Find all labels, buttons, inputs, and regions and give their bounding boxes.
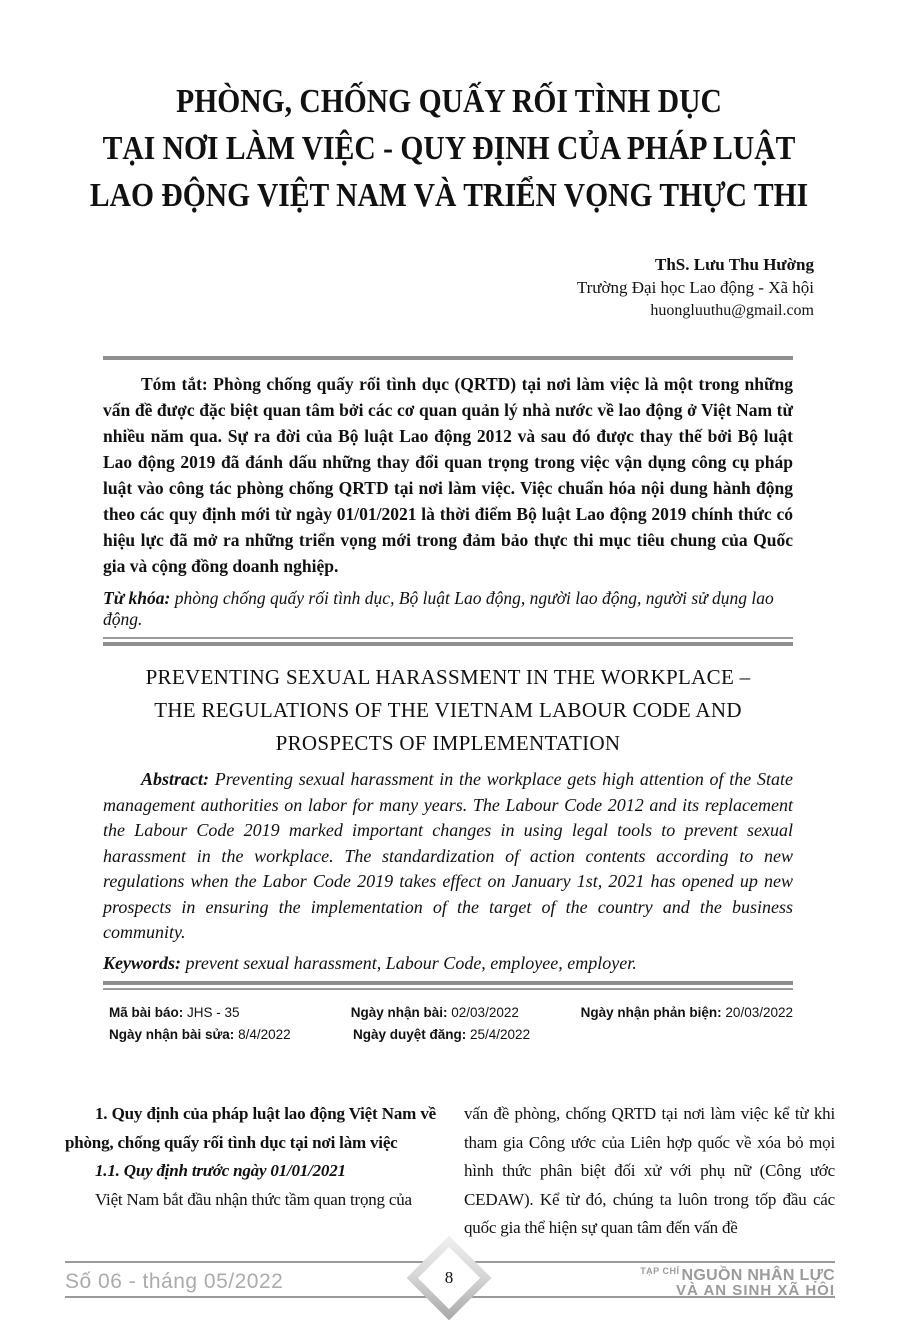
metadata-row-2: [109, 1024, 793, 1046]
article-body: [65, 1100, 835, 1243]
section-heading-1-1: 1.1. Quy định trước ngày 01/01/2021: [95, 1161, 346, 1180]
abstract-vi: [103, 371, 793, 579]
body-paragraph-right: vấn đề phòng, chống QRTD tại nơi làm việc kể từ khi tham gia Công ước của Liên hợp quốc về xóa bỏ mọi hình thức phân biệt đối xử với phụ nữ (Công ước CEDAW). Kể từ đó, chúng ta luôn trong tốp đầu các quốc gia thể hiện sự quan tâm đến vấn đề: [464, 1104, 835, 1237]
keywords-vi-label: Từ khóa:: [103, 588, 171, 608]
article-metadata: [103, 1002, 793, 1046]
abstract-en-text: Preventing sexual harassment in the workplace gets high attention of the State management authorities on labor for many years. The Labour Code 2012 and its replacement the Labour Code 2019 marked important changes in using legal tools to prevent sexual harassment in the workplace. The standardization of action contents according to new regulations when the Labor Code 2019 takes effect on January 1st, 2021 has opened up new prospects in ensuring the implementation of the target of the country and the business community.: [103, 769, 793, 942]
title-en-line-2: THE REGULATIONS OF THE VIETNAM LABOUR CODE AND: [154, 698, 742, 722]
meta-article-code: Mã bài báo: JHS - 35: [109, 1004, 240, 1020]
abstract-en: [103, 767, 793, 946]
keywords-en-label: Keywords:: [103, 952, 181, 973]
article-title-vi: [0, 78, 898, 219]
body-column-left: [65, 1100, 436, 1243]
author-affiliation: Trường Đại học Lao động - Xã hội: [576, 278, 814, 297]
body-paragraph-left: Việt Nam bắt đầu nhận thức tầm quan trọng của: [95, 1189, 412, 1209]
divider-rule-pair: [103, 637, 793, 646]
author-block: [0, 253, 814, 322]
body-column-right: [464, 1100, 835, 1243]
keywords-en: [103, 953, 793, 974]
abstract-section: [103, 356, 793, 1046]
title-line-1: PHÒNG, CHỐNG QUẤY RỐI TÌNH DỤC: [176, 83, 722, 120]
metadata-row-1: [109, 1002, 793, 1024]
footer-issue-label: Số 06 - tháng 05/2022: [65, 1270, 284, 1293]
page-number: 8: [444, 1268, 454, 1287]
abstract-vi-text: Phòng chống quấy rối tình dục (QRTD) tại nơi làm việc là một trong những vấn đề được đặc biệt quan tâm bởi các cơ quan quản lý nhà nước về lao động ở Việt Nam từ nhiều năm qua. Sự ra đời của Bộ luật Lao động 2012 và sau đó được thay thế bởi Bộ luật Lao động 2019 đã đánh dấu những thay đổi quan trọng trong việc vận dụng công cụ pháp luật vào công tác phòng chống QRTD tại nơi làm việc. Việc chuẩn hóa nội dung hành động theo các quy định mới từ ngày 01/01/2021 là thời điểm Bộ luật Lao động 2019 chính thức có hiệu lực đã mở ra những triển vọng mới trong đảm bảo thực thi mục tiêu chung của Quốc gia và cộng đồng doanh nghiệp.: [103, 374, 793, 576]
article-title-en: [103, 661, 793, 760]
journal-name: [640, 1264, 835, 1298]
title-en-line-3: PROSPECTS OF IMPLEMENTATION: [275, 731, 621, 755]
top-rule: [103, 356, 793, 360]
divider-rule-pair-2: [103, 981, 793, 990]
meta-review-date: Ngày nhận phản biện: 20/03/2022: [580, 1004, 793, 1020]
abstract-en-label: Abstract:: [141, 769, 210, 789]
journal-name-line-2: VÀ AN SINH XÃ HỘI: [676, 1282, 835, 1299]
meta-revised-date: Ngày nhận bài sửa: 8/4/2022: [109, 1026, 291, 1042]
meta-received-date: Ngày nhận bài: 02/03/2022: [350, 1004, 519, 1020]
keywords-en-text: prevent sexual harassment, Labour Code, employee, employer.: [181, 952, 637, 973]
journal-name-line-1: NGUỒN NHÂN LỰC: [681, 1267, 835, 1284]
journal-prefix: TẠP CHÍ: [640, 1266, 680, 1276]
meta-accepted-date: Ngày duyệt đăng: 25/4/2022: [353, 1026, 531, 1042]
keywords-vi-text: phòng chống quấy rối tình dục, Bộ luật Lao động, người lao động, người sử dụng lao động.: [103, 588, 774, 629]
section-heading-1: 1. Quy định của pháp luật lao động Việt Nam về phòng, chống quấy rối tình dục tại nơi làm việc: [65, 1104, 436, 1152]
keywords-vi: [103, 588, 793, 630]
abstract-vi-label: Tóm tắt:: [141, 374, 208, 394]
title-line-2: TẠI NƠI LÀM VIỆC - QUY ĐỊNH CỦA PHÁP LUẬT: [102, 130, 796, 167]
title-en-line-1: PREVENTING SEXUAL HARASSMENT IN THE WORKPLACE –: [145, 665, 751, 689]
author-name: ThS. Lưu Thu Hường: [655, 255, 814, 274]
author-email: huongluuthu@gmail.com: [650, 302, 814, 319]
title-line-3: LAO ĐỘNG VIỆT NAM VÀ TRIỂN VỌNG THỰC THI: [89, 177, 809, 214]
